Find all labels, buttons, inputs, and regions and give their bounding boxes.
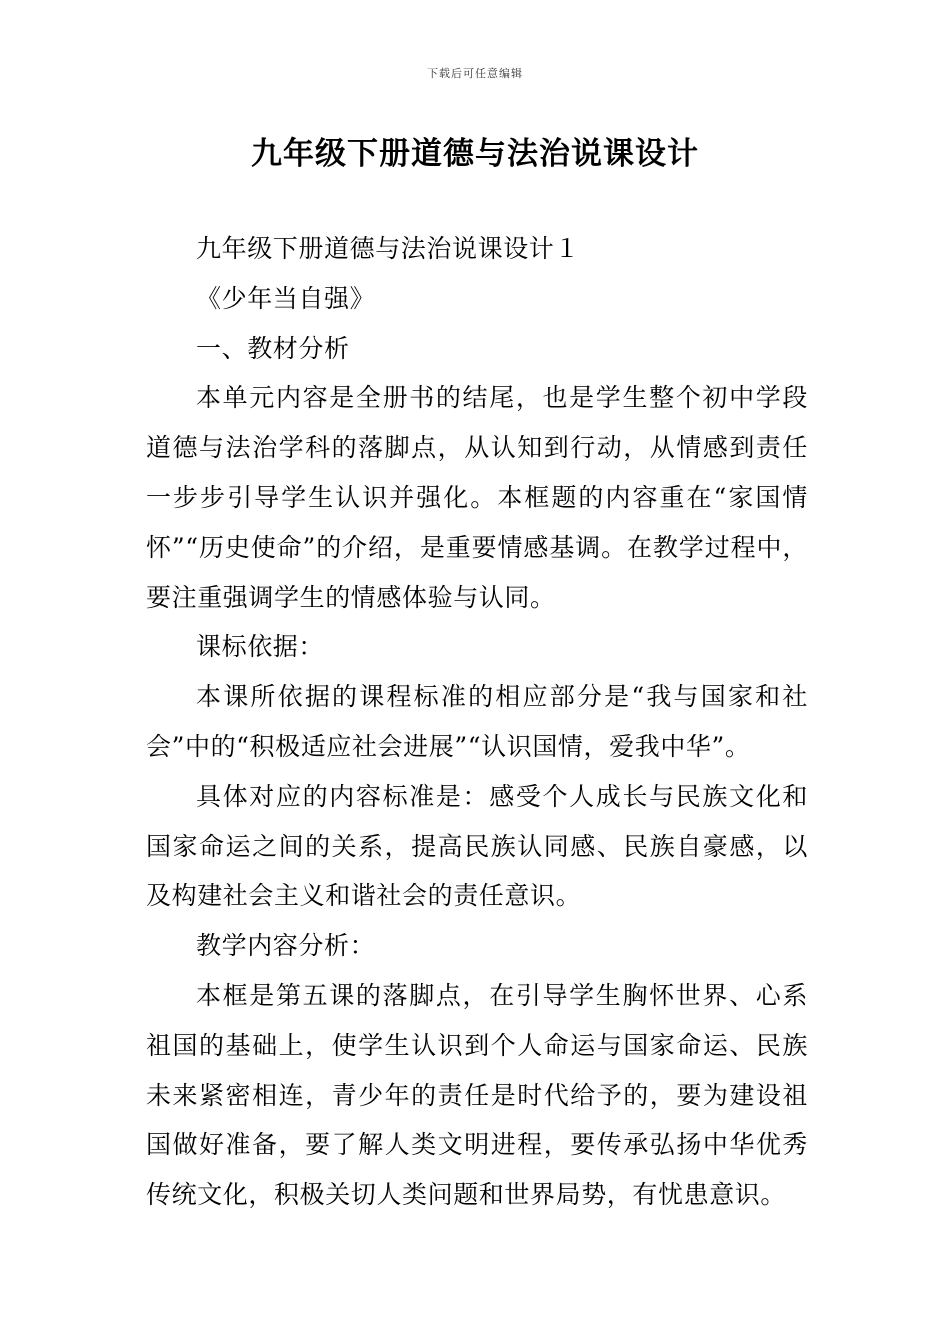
paragraph-section-title: 九年级下册道德与法治说课设计１ — [196, 234, 581, 263]
paragraph-material-analysis: 本单元内容是全册书的结尾，也是学生整个初中学段道德与法治学科的落脚点，从认知到行动，从情感到责任一步步引导学生认识并强化。本框题的内容重在“家国情怀”“历史使命”的介绍，是重要情感基调。在教学过程中，要注重强调学生的情感体验与认同。 — [146, 383, 808, 612]
document-title: 九年级下册道德与法治说课设计 — [251, 136, 699, 172]
paragraph-heading-content-analysis: 教学内容分析： — [196, 931, 376, 961]
paragraph-content-standard: 具体对应的内容标准是：感受个人成长与民族文化和国家命运之间的关系，提高民族认同感、民族自豪感，以及构建社会主义和谐社会的责任意识。 — [146, 781, 808, 911]
paragraph-heading-curriculum-basis: 课标依据： — [196, 632, 325, 662]
paragraph-content-analysis: 本框是第五课的落脚点，在引导学生胸怀世界、心系祖国的基础上，使学生认识到个人命运与国家命运、民族未来紧密相连，青少年的责任是时代给予的，要为建设祖国做好准备，要了解人类文明进程，要传承弘扬中华优秀传统文化，积极关切人类问题和世界局势，有忧患意识。 — [146, 980, 808, 1210]
header-note: 下载后可任意编辑 — [427, 67, 523, 80]
paragraph-heading-material-analysis: 一、教材分析 — [196, 333, 350, 363]
document-body — [146, 224, 808, 1220]
paragraph-lesson-title: 《少年当自强》 — [196, 283, 376, 313]
paragraph-curriculum-basis: 本课所依据的课程标准的相应部分是“我与国家和社会”中的“积极适应社会进展”“认识国情，爱我中华”。 — [146, 682, 808, 761]
